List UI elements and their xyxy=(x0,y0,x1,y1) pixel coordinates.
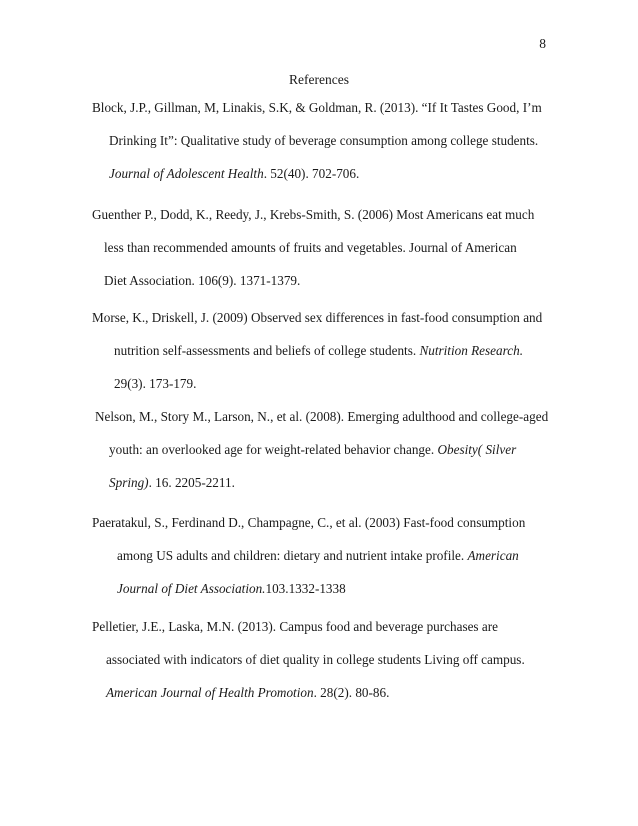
reference-line: Guenther P., Dodd, K., Reedy, J., Krebs-Smith, S. (2006) Most Americans eat much xyxy=(92,207,535,222)
journal-title: Nutrition Research. xyxy=(419,343,523,358)
reference-line xyxy=(92,685,552,718)
reference-entry xyxy=(92,310,552,409)
reference-line: Diet Association. 106(9). 1371-1379. xyxy=(104,273,301,288)
reference-line: Nelson, M., Story M., Larson, N., et al. (2008). Emerging adulthood and college-aged xyxy=(95,409,549,424)
reference-line: Morse, K., Driskell, J. (2009) Observed sex differences in fast-food consumption and xyxy=(92,310,543,325)
reference-line: associated with indicators of diet quality in college students Living off campus. xyxy=(106,652,525,667)
journal-title: Journal of Diet Association. xyxy=(117,581,266,596)
reference-line: less than recommended amounts of fruits and vegetables. Journal of American xyxy=(104,240,517,255)
reference-entry xyxy=(92,207,552,306)
journal-title: Journal of Adolescent Health xyxy=(109,166,264,181)
reference-citation-details: . 28(2). 80-86. xyxy=(313,685,390,700)
journal-title: Obesity( Silver xyxy=(437,442,517,457)
journal-title: American Journal of Health Promotion xyxy=(106,685,314,700)
reference-line: Pelletier, J.E., Laska, M.N. (2013). Campus food and beverage purchases are xyxy=(92,619,498,634)
page-number: 8 xyxy=(539,36,546,51)
reference-line xyxy=(92,548,552,581)
reference-citation-details: 103.1332-1338 xyxy=(265,581,346,596)
reference-entry xyxy=(92,409,552,508)
journal-title: American xyxy=(467,548,519,563)
journal-title: Spring) xyxy=(109,475,149,490)
reference-line xyxy=(92,581,552,614)
reference-line xyxy=(92,343,552,376)
reference-line: Block, J.P., Gillman, M, Linakis, S.K, & Goldman, R. (2013). “If It Tastes Good, I’m xyxy=(92,100,542,115)
reference-line xyxy=(92,475,552,508)
reference-line xyxy=(92,166,552,199)
page-title: References xyxy=(289,72,349,87)
reference-line: 29(3). 173-179. xyxy=(114,376,197,391)
reference-line: Drinking It”: Qualitative study of beverage consumption among college students. xyxy=(109,133,539,148)
reference-entry xyxy=(92,100,552,199)
reference-line xyxy=(92,442,552,475)
reference-text: nutrition self-assessments and beliefs of college students. xyxy=(114,343,420,358)
reference-text: youth: an overlooked age for weight-related behavior change. xyxy=(109,442,438,457)
reference-citation-details: . 16. 2205-2211. xyxy=(148,475,235,490)
reference-citation-details: . 52(40). 702-706. xyxy=(263,166,360,181)
reference-line: Paeratakul, S., Ferdinand D., Champagne, C., et al. (2003) Fast-food consumption xyxy=(92,515,526,530)
reference-text: among US adults and children: dietary and nutrient intake profile. xyxy=(117,548,468,563)
reference-entry xyxy=(92,619,552,718)
reference-entry xyxy=(92,515,552,614)
